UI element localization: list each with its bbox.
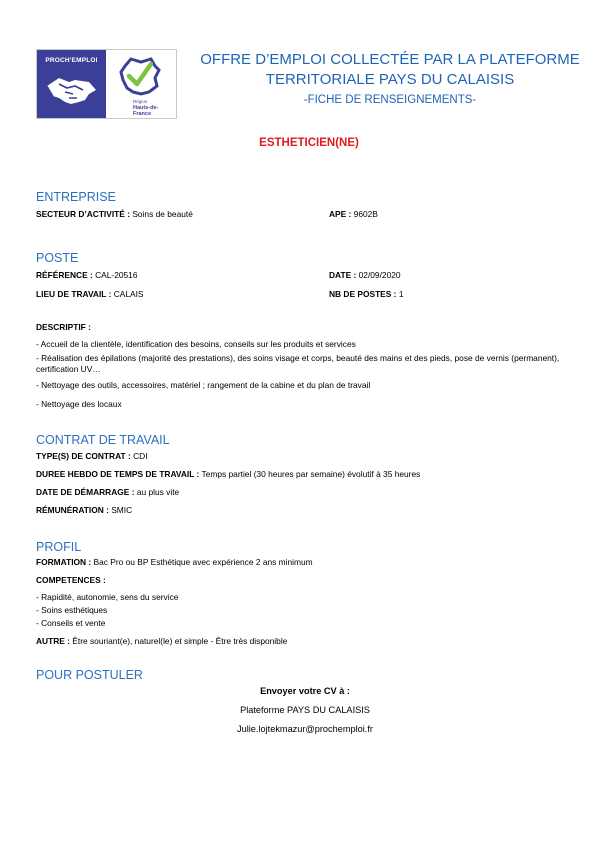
section-postuler-heading: POUR POSTULER xyxy=(36,668,143,682)
duree-value: Temps partiel (30 heures par semaine) évolutif à 35 heures xyxy=(201,469,421,479)
nb-postes-label: NB DE POSTES : xyxy=(329,289,397,299)
cv-instruction: Envoyer votre CV à : xyxy=(260,686,350,696)
logo-left-panel xyxy=(37,50,106,118)
autre-value: Être souriant(e), naturel(le) et simple - Être très disponible xyxy=(72,636,288,646)
nb-postes-value: 1 xyxy=(398,289,404,299)
section-entreprise-heading: ENTREPRISE xyxy=(36,190,116,204)
ape-value: 9602B xyxy=(353,209,378,219)
section-profil-heading: PROFIL xyxy=(36,540,82,554)
contact-email[interactable]: Julie.lojtekmazur@prochemploi.fr xyxy=(237,724,373,734)
secteur-row xyxy=(36,209,193,220)
date-label: DATE : xyxy=(329,270,357,280)
nb-postes-row xyxy=(329,289,403,300)
descriptif-item: - Réalisation des épilations (majorité des prestations), des soins visage et corps, beauté des mains et des pieds, pose de vernis (permanent), certification UV… xyxy=(36,353,560,374)
lieu-row xyxy=(36,289,144,300)
duree-row xyxy=(36,469,420,480)
competences-label: COMPETENCES : xyxy=(36,575,106,585)
competence-item: - Soins esthétiques xyxy=(36,605,108,615)
descriptif-item: - Accueil de la clientèle, identification des besoins, conseils sur les produits et services xyxy=(36,339,356,349)
descriptif-row xyxy=(36,322,91,333)
section-contrat-heading: CONTRAT DE TRAVAIL xyxy=(36,433,170,447)
descriptif-label: DESCRIPTIF : xyxy=(36,322,91,332)
secteur-value: Soins de beauté xyxy=(132,209,193,219)
type-contrat-value: CDI xyxy=(133,451,148,461)
france-map-check-icon xyxy=(117,56,163,98)
logo-region-name: Hauts-de-France xyxy=(133,105,159,117)
logo-region-label: Région xyxy=(133,99,148,104)
competence-item: - Rapidité, autonomie, sens du service xyxy=(36,592,179,602)
reference-row xyxy=(36,270,137,281)
formation-label: FORMATION : xyxy=(36,557,92,567)
lieu-label: LIEU DE TRAVAIL : xyxy=(36,289,112,299)
secteur-label: SECTEUR D’ACTIVITÉ : xyxy=(36,209,130,219)
duree-label: DUREE HEBDO DE TEMPS DE TRAVAIL : xyxy=(36,469,200,479)
logo-brand-text: PROCH'EMPLOI xyxy=(45,57,98,64)
reference-value: CAL-20516 xyxy=(95,270,138,280)
demarrage-row xyxy=(36,487,179,498)
descriptif-item: - Nettoyage des locaux xyxy=(36,399,122,409)
remuneration-label: RÉMUNÉRATION : xyxy=(36,505,109,515)
descriptif-item: - Nettoyage des outils, accessoires, matériel ; rangement de la cabine et du plan de travail xyxy=(36,380,371,390)
section-poste-heading: POSTE xyxy=(36,251,79,265)
ape-label: APE : xyxy=(329,209,352,219)
prochemploi-logo xyxy=(36,49,177,119)
formation-value: Bac Pro ou BP Esthétique avec expérience 2 ans minimum xyxy=(93,557,313,567)
handshake-icon xyxy=(45,72,98,108)
remuneration-value: SMIC xyxy=(111,505,133,515)
autre-label: AUTRE : xyxy=(36,636,70,646)
document-subtitle: -FICHE DE RENSEIGNEMENTS- xyxy=(303,94,477,106)
logo-right-panel xyxy=(107,50,176,118)
demarrage-value: au plus vite xyxy=(136,487,180,497)
document-title: OFFRE D’EMPLOI COLLECTÉE PAR LA PLATEFORME TERRITORIALE PAYS DU CALAISIS xyxy=(200,51,580,88)
type-contrat-row xyxy=(36,451,148,462)
date-value: 02/09/2020 xyxy=(358,270,401,280)
contact-organization: Plateforme PAYS DU CALAISIS xyxy=(240,705,370,715)
ape-row xyxy=(329,209,378,220)
autre-row xyxy=(36,636,287,647)
competences-row xyxy=(36,575,106,586)
date-row xyxy=(329,270,401,281)
job-title: ESTHETICIEN(NE) xyxy=(259,137,359,149)
remuneration-row xyxy=(36,505,132,516)
lieu-value: CALAIS xyxy=(113,289,144,299)
reference-label: RÉFÉRENCE : xyxy=(36,270,93,280)
demarrage-label: DATE DE DÉMARRAGE : xyxy=(36,487,135,497)
competence-item: - Conseils et vente xyxy=(36,618,106,628)
type-contrat-label: TYPE(S) DE CONTRAT : xyxy=(36,451,131,461)
formation-row xyxy=(36,557,313,568)
